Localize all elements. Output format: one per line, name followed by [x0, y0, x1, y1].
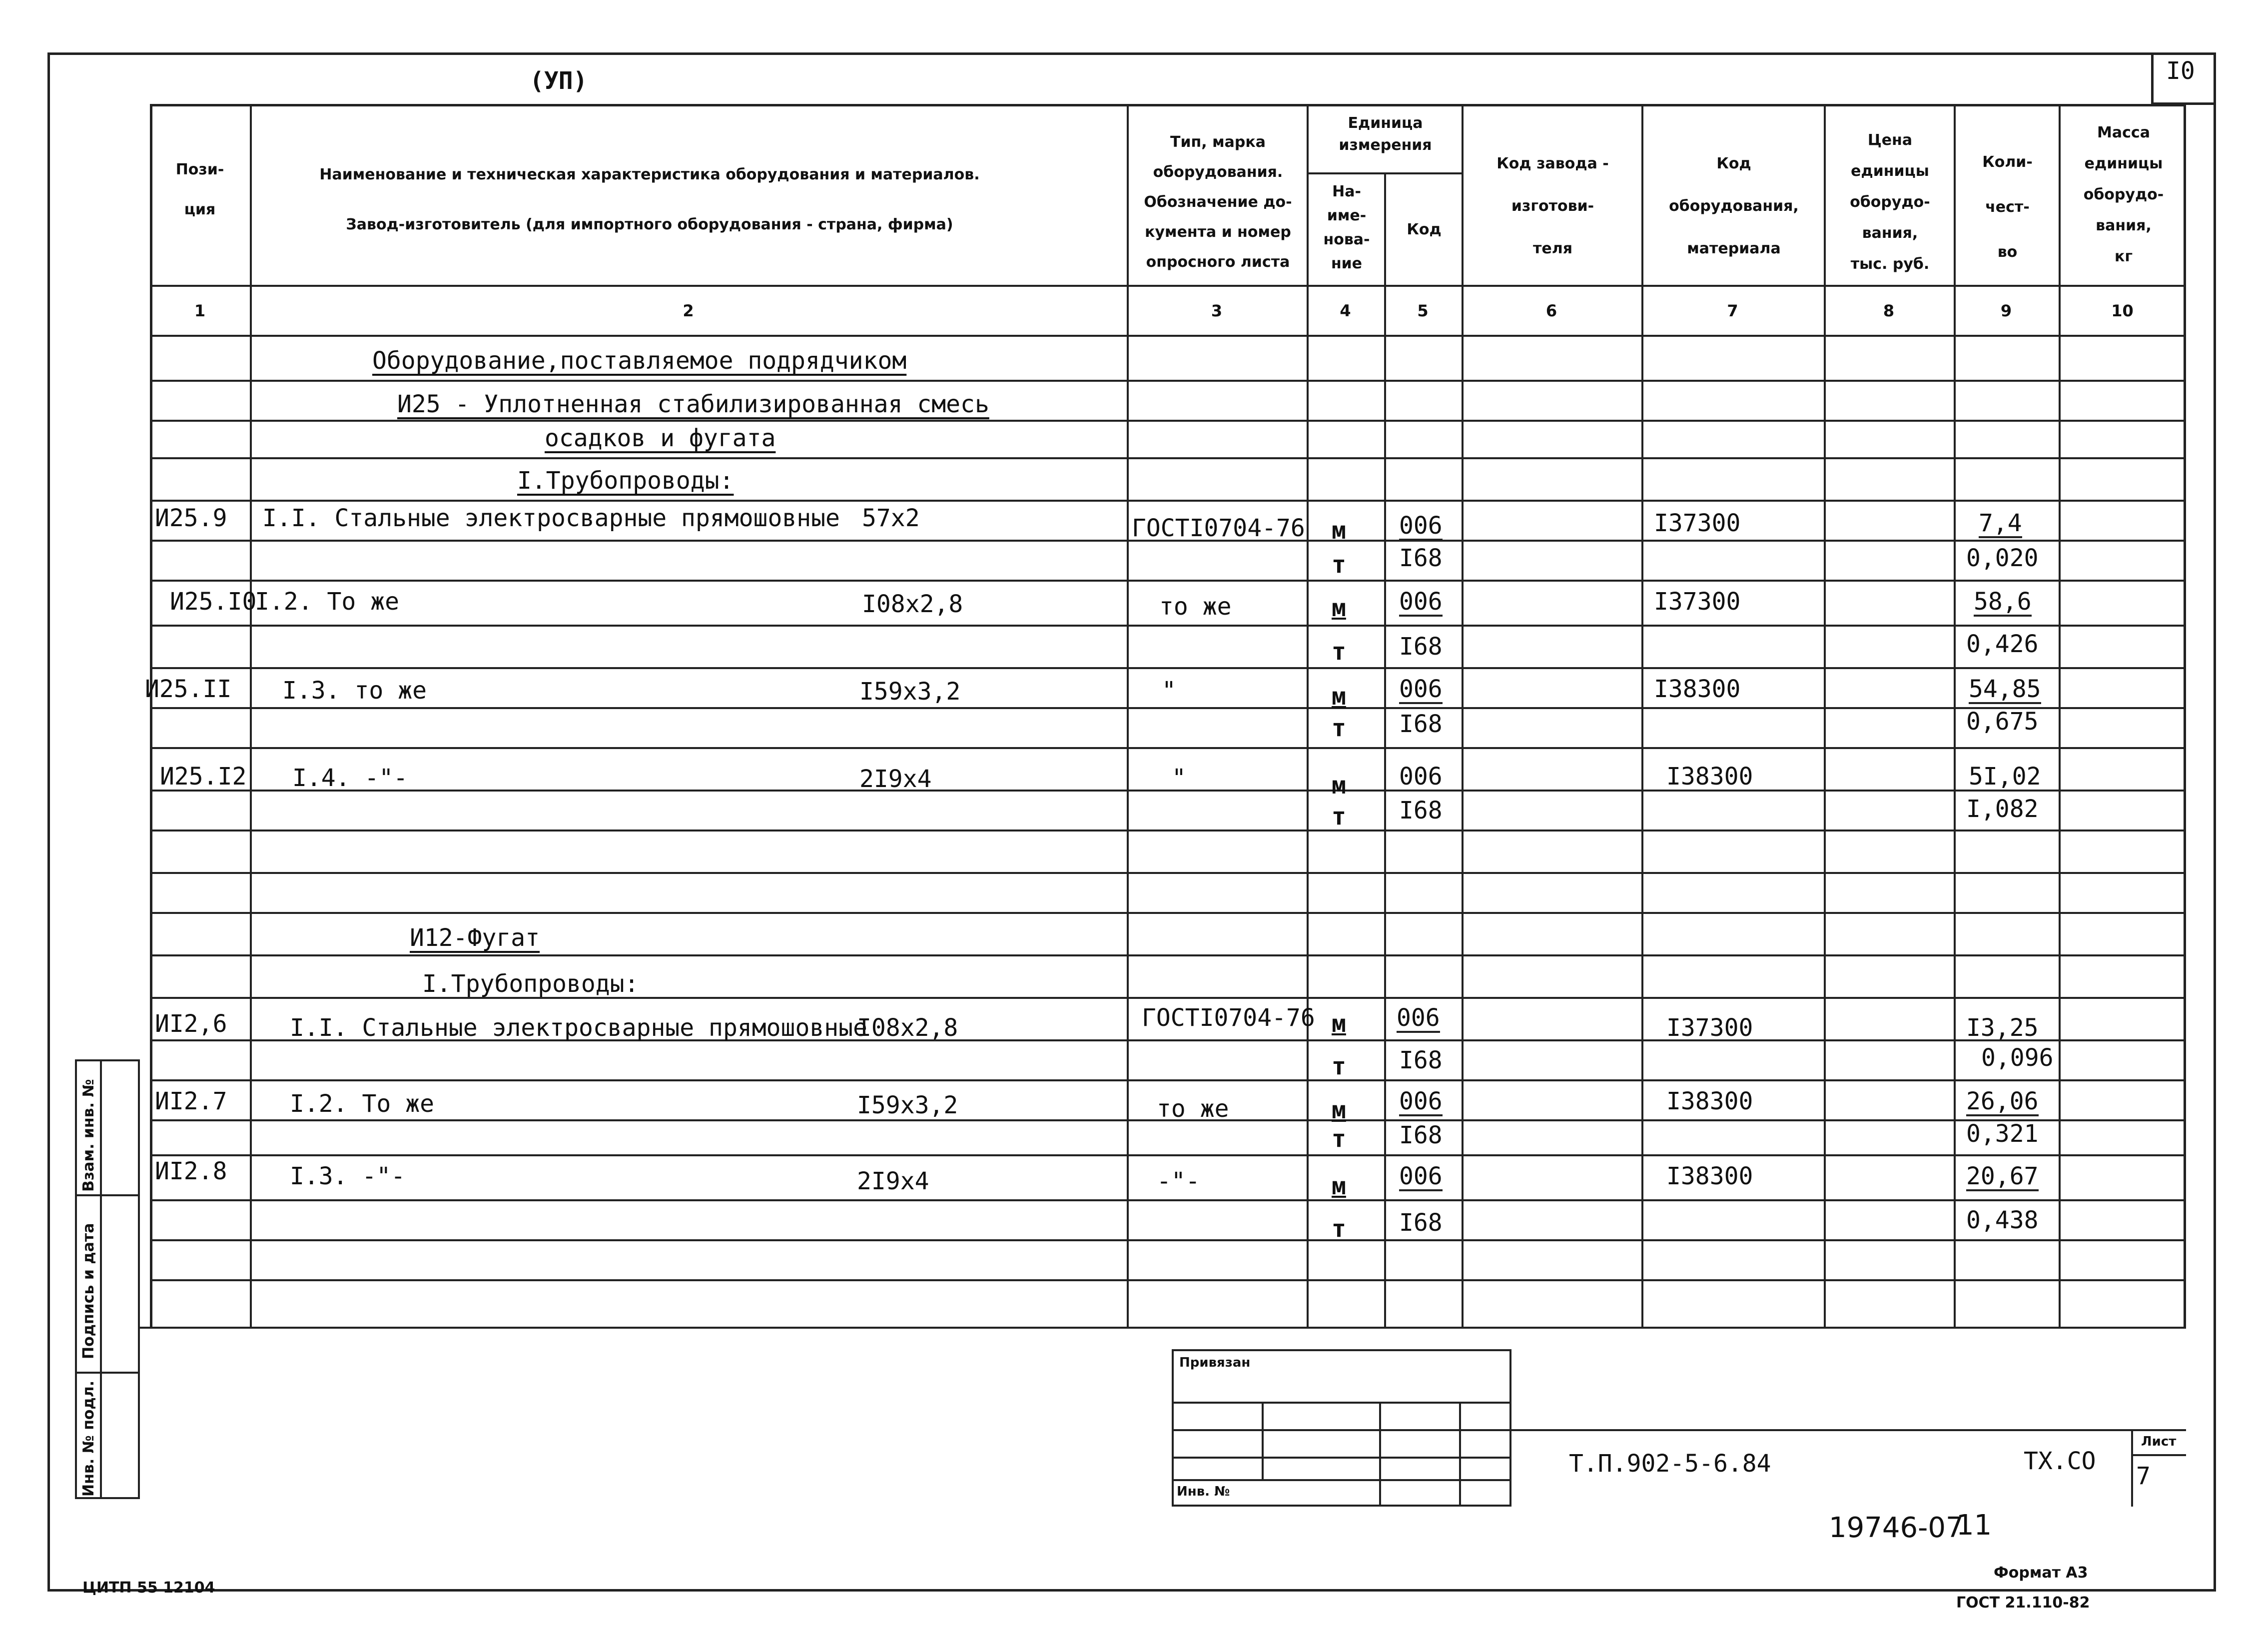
- row-qty-m: 7,4: [1979, 509, 2022, 537]
- row-qty-t: 0,096: [1981, 1044, 2054, 1072]
- doc-section: ТХ.СО: [2024, 1447, 2096, 1475]
- row-code-m: 006: [1397, 1004, 1440, 1032]
- row-line: [150, 829, 2186, 831]
- row-code-t: I68: [1399, 1121, 1443, 1149]
- format-label: Формат А3: [1994, 1564, 2088, 1582]
- row-doc: ": [1162, 677, 1176, 705]
- col-num: 8: [1883, 301, 1895, 320]
- tied-line: [1262, 1402, 1264, 1479]
- row-item: I.4. -"-: [292, 764, 408, 792]
- row-qty-m: 5I,02: [1969, 763, 2041, 791]
- row-code-t: I68: [1399, 1209, 1443, 1237]
- row-item: I.I. Стальные электросварные прямошовные: [262, 504, 840, 532]
- header-line: [1307, 172, 1462, 174]
- series-mark: (УП): [530, 67, 588, 95]
- col-num: 3: [1211, 301, 1223, 320]
- row-material: I37300: [1654, 588, 1741, 616]
- hdr-col1: Пози- ция: [175, 161, 224, 218]
- row-line: [150, 1239, 2186, 1241]
- row-size: I08x2,8: [857, 1014, 958, 1042]
- col-num: 4: [1340, 301, 1351, 320]
- side-label-replace-inv: Взам. инв. №: [80, 1079, 97, 1192]
- hdr-col3: Тип, марка оборудования. Обозначение до- кумента и номер опросного листа: [1144, 133, 1292, 271]
- section-pipelines-2: I.Трубопроводы:: [422, 970, 639, 998]
- row-unit-t: т: [1332, 1125, 1346, 1153]
- section-i25-cont: осадков и фугата: [545, 424, 776, 452]
- section-equipment: Оборудование,поставляемое подрядчиком: [372, 347, 907, 375]
- col-line: [1127, 104, 1129, 1328]
- row-size: I59x3,2: [857, 1091, 958, 1119]
- row-item: I.I. Стальные электросварные прямошовные: [290, 1014, 867, 1042]
- hdr-col5: Код: [1407, 221, 1442, 238]
- row-unit-m: м: [1332, 1096, 1346, 1124]
- row-material: I37300: [1654, 509, 1741, 537]
- row-doc: ": [1172, 764, 1186, 792]
- row-line: [150, 1079, 2186, 1081]
- row-qty-m: I3,25: [1966, 1014, 2039, 1042]
- tied-line: [1459, 1402, 1461, 1507]
- row-qty-m: 20,67: [1966, 1162, 2039, 1190]
- row-position: И25.9: [155, 504, 227, 532]
- col-line: [1462, 104, 1464, 1328]
- doc-code: Т.П.902-5-6.84: [1569, 1450, 1771, 1478]
- row-qty-t: 0,020: [1966, 544, 2039, 572]
- sheet-number: 7: [2136, 1462, 2151, 1490]
- row-position: И25.I2: [160, 763, 247, 791]
- row-doc: ГОСТI0704-76: [1142, 1004, 1315, 1032]
- row-code-t: I68: [1399, 710, 1443, 738]
- title-block-line: [140, 1327, 2186, 1329]
- row-unit-m: м: [1332, 683, 1346, 711]
- archive-suffix: 11: [1956, 1509, 1992, 1542]
- row-line: [150, 1279, 2186, 1281]
- row-unit-t: т: [1332, 551, 1346, 579]
- row-size: 57x2: [862, 504, 920, 532]
- row-code-m: 006: [1399, 763, 1443, 791]
- row-qty-t: 0,321: [1966, 1120, 2039, 1148]
- row-unit-m: м: [1332, 594, 1346, 622]
- row-item: I.3. -"-: [290, 1162, 406, 1190]
- row-unit-t: т: [1332, 638, 1346, 666]
- side-stamp-line: [75, 1194, 140, 1196]
- row-position: ИI2.7: [155, 1087, 227, 1115]
- row-doc: то же: [1157, 1095, 1229, 1123]
- row-doc: -"-: [1157, 1167, 1200, 1195]
- row-line: [150, 625, 2186, 627]
- row-code-m: 006: [1399, 588, 1443, 616]
- row-line: [150, 580, 2186, 582]
- col-num: 7: [1727, 301, 1738, 320]
- sheet-num-line: [2131, 1454, 2186, 1456]
- col-num: 1: [194, 301, 206, 320]
- col-line: [250, 104, 252, 1328]
- hdr-col7: Код оборудования, материала: [1669, 155, 1799, 257]
- row-qty-m: 26,06: [1966, 1087, 2039, 1115]
- row-code-t: I68: [1399, 633, 1443, 661]
- footer-left: ЦИТП 55 12104: [82, 1579, 215, 1597]
- col-line: [1307, 104, 1309, 1328]
- corner-number: I0: [2166, 57, 2195, 85]
- side-stamp-line: [75, 1372, 140, 1374]
- row-line: [150, 380, 2186, 382]
- side-label-orig-inv: Инв. № подл.: [80, 1380, 97, 1497]
- side-stamp-line: [100, 1059, 102, 1499]
- section-pipelines-1: I.Трубопроводы:: [517, 467, 734, 495]
- row-line: [150, 707, 2186, 709]
- row-qty-m: 58,6: [1974, 588, 2032, 616]
- header-line: [150, 335, 2186, 337]
- col-num: 5: [1417, 301, 1429, 320]
- row-position: ИI2.8: [155, 1157, 227, 1185]
- row-unit-t: т: [1332, 714, 1346, 742]
- row-qty-t: 0,675: [1966, 708, 2039, 736]
- row-code-m: 006: [1399, 1162, 1443, 1190]
- col-line: [1954, 104, 1956, 1328]
- hdr-col9: Коли- чест- во: [1982, 153, 2033, 261]
- sheet-label: Лист: [2141, 1434, 2177, 1449]
- inv-label: Инв. №: [1177, 1484, 1230, 1499]
- row-line: [150, 747, 2186, 749]
- row-unit-t: т: [1332, 803, 1346, 830]
- row-position: ИI2,6: [155, 1010, 227, 1038]
- row-line: [150, 1154, 2186, 1156]
- row-line: [150, 872, 2186, 874]
- col-line: [1641, 104, 1643, 1328]
- row-qty-t: I,082: [1966, 795, 2039, 823]
- row-doc: то же: [1159, 593, 1232, 621]
- row-line: [150, 954, 2186, 956]
- row-line: [150, 1199, 2186, 1201]
- side-label-signature: Подпись и дата: [80, 1223, 97, 1359]
- row-material: I38300: [1666, 1162, 1753, 1190]
- hdr-col6: Код завода - изготови- теля: [1496, 155, 1609, 257]
- section-i25: И25 - Уплотненная стабилизированная смесь: [397, 390, 989, 418]
- row-line: [150, 912, 2186, 914]
- row-qty-m: 54,85: [1969, 675, 2041, 703]
- row-item: I.2. То же: [255, 588, 399, 616]
- row-unit-m: м: [1332, 1010, 1346, 1038]
- row-position: И25.II: [145, 675, 232, 703]
- row-code-t: I68: [1399, 797, 1443, 825]
- hdr-unit-group: Единица измерения: [1339, 114, 1432, 154]
- row-code-m: 006: [1399, 512, 1443, 540]
- row-code-t: I68: [1399, 544, 1443, 572]
- row-material: I37300: [1666, 1014, 1753, 1042]
- row-code-m: 006: [1399, 1087, 1443, 1115]
- row-material: I38300: [1666, 1087, 1753, 1115]
- hdr-col8: Цена единицы оборудо- вания, тыс. руб.: [1850, 131, 1930, 273]
- row-code-t: I68: [1399, 1046, 1443, 1074]
- row-material: I38300: [1654, 675, 1741, 703]
- col-num: 10: [2111, 301, 2134, 320]
- tied-line: [1379, 1402, 1381, 1507]
- row-item: I.2. То же: [290, 1090, 434, 1118]
- row-unit-t: т: [1332, 1052, 1346, 1080]
- row-position: И25.I0: [170, 588, 257, 616]
- hdr-col10: Масса единицы оборудо- вания, кг: [2083, 124, 2164, 265]
- header-line: [150, 285, 2186, 287]
- hdr-col4: На- име- нова- ние: [1323, 183, 1370, 272]
- row-size: I08x2,8: [862, 590, 963, 618]
- spec-table: [150, 104, 2186, 1328]
- row-line: [150, 790, 2186, 792]
- row-line: [150, 420, 2186, 422]
- row-size: I59x3,2: [859, 678, 961, 706]
- row-item: I.3. то же: [282, 677, 427, 705]
- row-unit-m: м: [1332, 772, 1346, 800]
- row-doc: ГОСТI0704-76: [1132, 514, 1305, 542]
- gost-standard: ГОСТ 21.110-82: [1956, 1594, 2090, 1612]
- row-line: [150, 667, 2186, 669]
- row-size: 2I9x4: [859, 765, 932, 793]
- row-unit-t: т: [1332, 1215, 1346, 1243]
- section-i12: И12-Фугат: [410, 924, 540, 952]
- col-num: 2: [683, 301, 694, 320]
- row-line: [150, 500, 2186, 502]
- row-qty-t: 0,438: [1966, 1206, 2039, 1234]
- col-line: [1824, 104, 1826, 1328]
- row-qty-t: 0,426: [1966, 630, 2039, 658]
- row-unit-m: м: [1332, 517, 1346, 545]
- row-material: I38300: [1666, 763, 1753, 791]
- col-num: 9: [2000, 301, 2012, 320]
- row-unit-m: м: [1332, 1172, 1346, 1200]
- archive-number: 19746-07: [1829, 1512, 1964, 1544]
- col-line: [2059, 104, 2061, 1328]
- col-num: 6: [1545, 301, 1557, 320]
- row-code-m: 006: [1399, 675, 1443, 703]
- hdr-col2: Наименование и техническая характеристика оборудования и материалов. Завод-изготовитель (для импортного оборудования - страна, фирма): [319, 166, 980, 233]
- tied-label: Привязан: [1179, 1355, 1251, 1370]
- row-size: 2I9x4: [857, 1167, 929, 1195]
- row-line: [150, 457, 2186, 459]
